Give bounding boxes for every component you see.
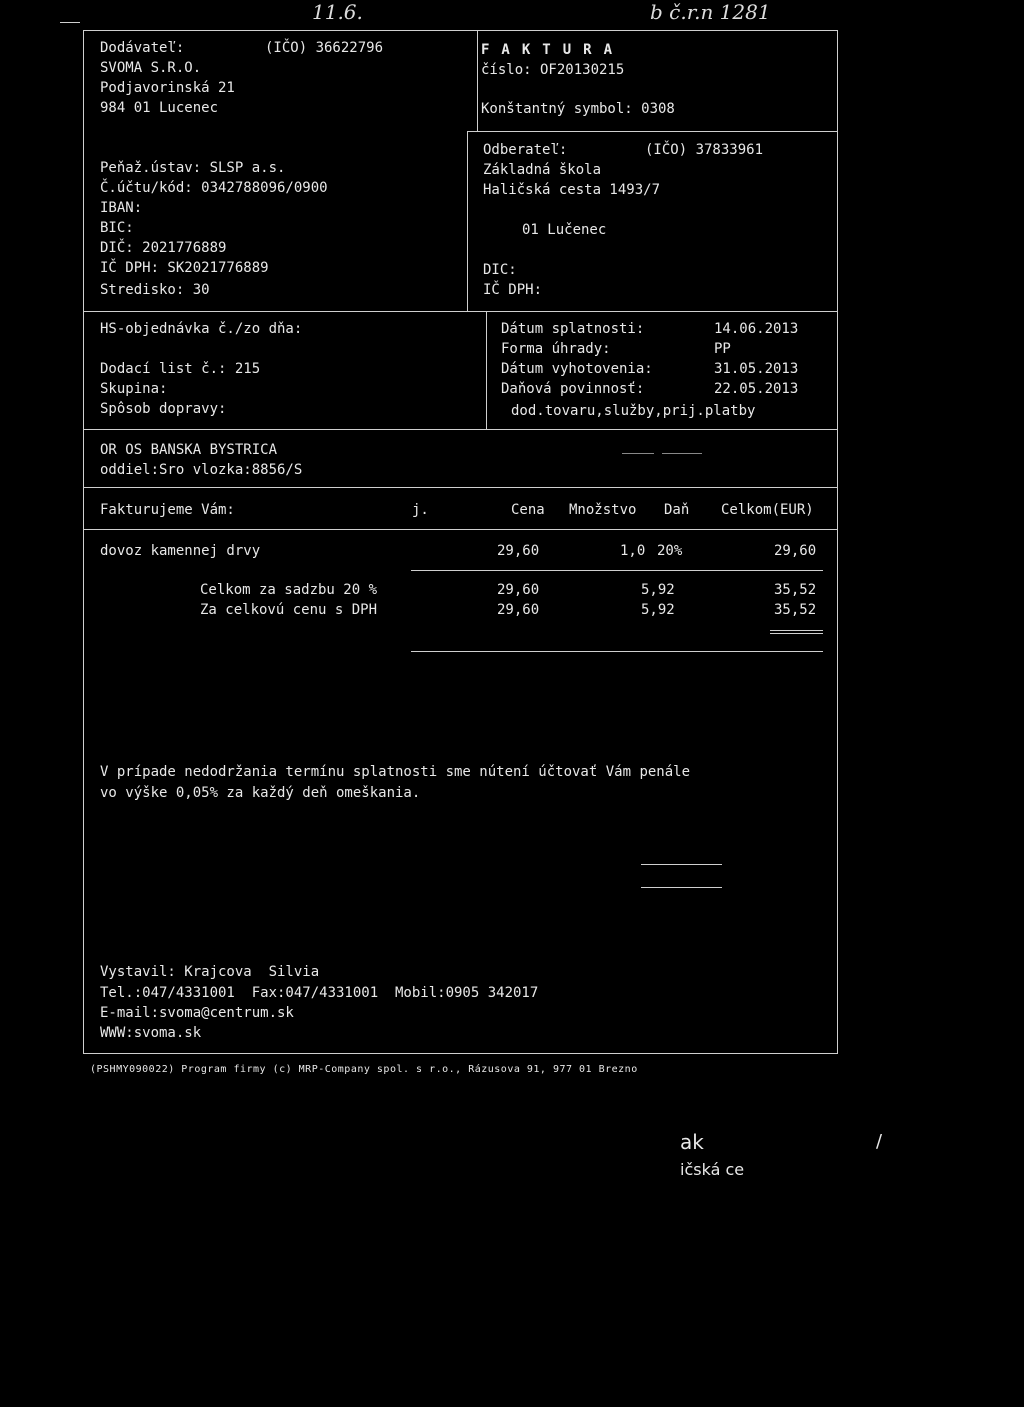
program-footer: (PSHMY090022) Program firmy (c) MRP-Company spol. s r.o., Rázusova 91, 977 01 Brezno (90, 1064, 638, 1075)
customer-name: Základná škola (483, 162, 602, 178)
supplier-ico: (IČO) 36622796 (265, 40, 384, 56)
double-underline-b (770, 633, 823, 634)
row-price: 29,60 (497, 543, 540, 559)
sum-grand-label: Za celkovú cenu s DPH (200, 602, 378, 618)
due-date-value: 14.06.2013 (714, 321, 799, 337)
payment-form-label: Forma úhrady: (501, 341, 611, 357)
handwritten-date-note: 11.6. (312, 0, 363, 24)
payment-form-value: PP (714, 341, 731, 357)
supplier-iban: IBAN: (100, 200, 143, 216)
section-line-1 (83, 311, 838, 312)
register-entry: oddiel:Sro vlozka:8856/S (100, 462, 303, 478)
customer-street: Haličská cesta 1493/7 (483, 182, 661, 198)
customer-ic-dph: IČ DPH: (483, 282, 543, 298)
tax-date-label: Daňová povinnosť: (501, 381, 645, 397)
sum-rate-label: Celkom za sadzbu 20 % (200, 582, 378, 598)
customer-label: Odberateľ: (483, 142, 568, 158)
signature-line-2 (641, 887, 722, 888)
order-skupina: Skupina: (100, 381, 168, 397)
supplier-ic-dph: IČ DPH: SK2021776889 (100, 260, 269, 276)
invoice-title: FAKTURA (481, 42, 625, 58)
tax-date-value: 22.05.2013 (714, 381, 799, 397)
due-date-label: Dátum splatnosti: (501, 321, 645, 337)
customer-city: 01 Lučenec (522, 222, 607, 238)
order-objednavka: HS-objednávka č./zo dňa: (100, 321, 303, 337)
issuer-web: WWW:svoma.sk (100, 1025, 202, 1041)
supplier-dic: DIČ: 2021776889 (100, 240, 227, 256)
table-header-line (83, 529, 838, 530)
handwritten-reference-note: b č.r.n 1281 (650, 0, 771, 24)
header-divider (477, 30, 478, 131)
table-header-unit: j. (412, 502, 429, 518)
stamp-slash-mark: / (876, 1131, 883, 1152)
row-desc: dovoz kamennej drvy (100, 543, 261, 559)
section-line-2 (83, 429, 838, 430)
table-header-price: Cena (511, 502, 545, 518)
issuer-name: Vystavil: Krajcova Silvia (100, 964, 320, 980)
penalty-line-2: vo výške 0,05% za každý deň omeškania. (100, 785, 421, 801)
issue-date-value: 31.05.2013 (714, 361, 799, 377)
tax-date-note: dod.tovaru,služby,prij.platby (511, 403, 756, 419)
sum-top-line (411, 570, 823, 571)
order-dodaci-list: Dodací list č.: 215 (100, 361, 261, 377)
stamp-fragment-bottom: ičská ce (680, 1160, 745, 1179)
supplier-account: Č.účtu/kód: 0342788096/0900 (100, 180, 328, 196)
supplier-street: Podjavorinská 21 (100, 80, 235, 96)
supplier-label: Dodávateľ: (100, 40, 185, 56)
customer-left-line (467, 131, 468, 312)
sum-bottom-line (411, 651, 823, 652)
supplier-stredisko: Stredisko: 30 (100, 282, 210, 298)
table-header-qty: Množstvo (569, 502, 637, 518)
constant-symbol: Konštantný symbol: 0308 (481, 101, 675, 117)
customer-top-line (467, 131, 837, 132)
row-tax: 20% (657, 543, 683, 559)
section-line-3 (83, 487, 838, 488)
top-tick-line (60, 22, 80, 23)
row-total: 29,60 (774, 543, 817, 559)
penalty-line-1: V prípade nedodržania termínu splatnosti sme nútení účtovať Vám penále (100, 764, 691, 780)
sum-grand-tax: 5,92 (641, 602, 675, 618)
sum-rate-total: 35,52 (774, 582, 817, 598)
dates-divider (486, 312, 487, 429)
sum-rate-tax: 5,92 (641, 582, 675, 598)
faint-line-a (622, 453, 654, 454)
supplier-bic: BIC: (100, 220, 134, 236)
faint-line-b (662, 453, 702, 454)
supplier-bank: Peňaž.ústav: SLSP a.s. (100, 160, 286, 176)
table-header-desc: Fakturujeme Vám: (100, 502, 235, 518)
sum-rate-base: 29,60 (497, 582, 540, 598)
sum-grand-base: 29,60 (497, 602, 540, 618)
order-doprava: Spôsob dopravy: (100, 401, 227, 417)
supplier-name: SVOMA S.R.O. (100, 60, 202, 76)
table-header-tax: Daň (664, 502, 690, 518)
row-qty: 1,0 (620, 543, 646, 559)
stamp-fragment-top: ak (680, 1130, 704, 1154)
issuer-email: E-mail:svoma@centrum.sk (100, 1005, 294, 1021)
issuer-phone: Tel.:047/4331001 Fax:047/4331001 Mobil:0905 342017 (100, 985, 539, 1001)
double-underline-a (770, 630, 823, 631)
issue-date-label: Dátum vyhotovenia: (501, 361, 653, 377)
sum-grand-total: 35,52 (774, 602, 817, 618)
register-court: OR OS BANSKA BYSTRICA (100, 442, 278, 458)
supplier-city: 984 01 Lucenec (100, 100, 219, 116)
customer-dic: DIC: (483, 262, 517, 278)
table-header-total: Celkom(EUR) (721, 502, 814, 518)
signature-line-1 (641, 864, 722, 865)
invoice-number: číslo: OF20130215 (481, 62, 625, 78)
customer-ico: (IČO) 37833961 (645, 142, 764, 158)
